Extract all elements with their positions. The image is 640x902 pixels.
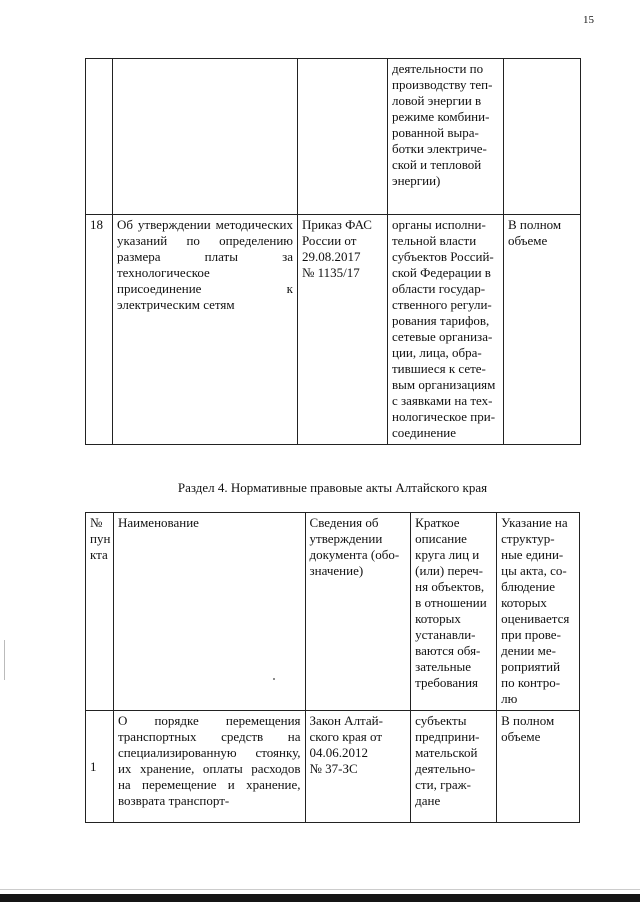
scan-edge-line: [0, 889, 640, 890]
cell-num: 18: [86, 215, 113, 445]
cell-name: [113, 59, 298, 215]
cell-name: О порядке перемещения транспортных средств на специализированную стоянку, их хранение, оплаты расходов на перемещение и хранение, возврата транспорт-: [113, 711, 305, 823]
header-num: № пун кта: [86, 513, 114, 711]
header-description: Краткое описание круга лиц и (или) переч- ня объектов, в отношении которых устанавли- ваются обя- зательные требования: [411, 513, 497, 711]
table-acts: [85, 512, 580, 823]
header-name: Наименование: [113, 513, 305, 711]
cell-doc: Приказ ФАС России от 29.08.2017 № 1135/17: [298, 215, 388, 445]
section-heading: Раздел 4. Нормативные правовые акты Алтайского края: [177, 480, 488, 495]
page-number: 15: [583, 14, 594, 26]
table-row: [86, 59, 581, 215]
header-doc: Сведения об утверждении документа (обо- значение): [305, 513, 411, 711]
scan-edge-bar: [0, 894, 640, 902]
scan-margin-mark: [4, 640, 5, 680]
cell-doc: Закон Алтай- ского края от 04.06.2012 № 37-ЗС: [305, 711, 411, 823]
cell-scope: В полном объеме: [504, 215, 581, 445]
cell-doc: [298, 59, 388, 215]
cell-num: [86, 59, 113, 215]
table-row: [86, 711, 580, 823]
table-header-row: [86, 513, 580, 711]
table-continuation: [85, 58, 581, 445]
cell-scope: В полном объеме: [497, 711, 580, 823]
cell-scope: [504, 59, 581, 215]
cell-description: субъекты предприни- мательской деятельно- сти, граж- дане: [411, 711, 497, 823]
header-scope: Указание на структур- ные едини- цы акта, со- блюдение которых оценивается при прове- дении ме- роприятий по контро- лю: [497, 513, 580, 711]
table-row: [86, 215, 581, 445]
scan-speck: [273, 678, 275, 680]
cell-name: Об утверждении методических указаний по определению размера платы за технологическое присоединение к электрическим сетям: [113, 215, 298, 445]
cell-num: 1: [86, 711, 114, 823]
cell-description: органы исполни- тельной власти субъектов Россий- ской Федерации в области государ- ственного регули- рования тарифов, сетевые организа- ции, лица, обра- тившиеся к сете- вым организациям с заявками на тех- нологическое при- соединение: [388, 215, 504, 445]
cell-description: деятельности по производству теп- ловой энергии в режиме комбини- рованной выра- ботки электриче- ской и тепловой энергии): [388, 59, 504, 215]
